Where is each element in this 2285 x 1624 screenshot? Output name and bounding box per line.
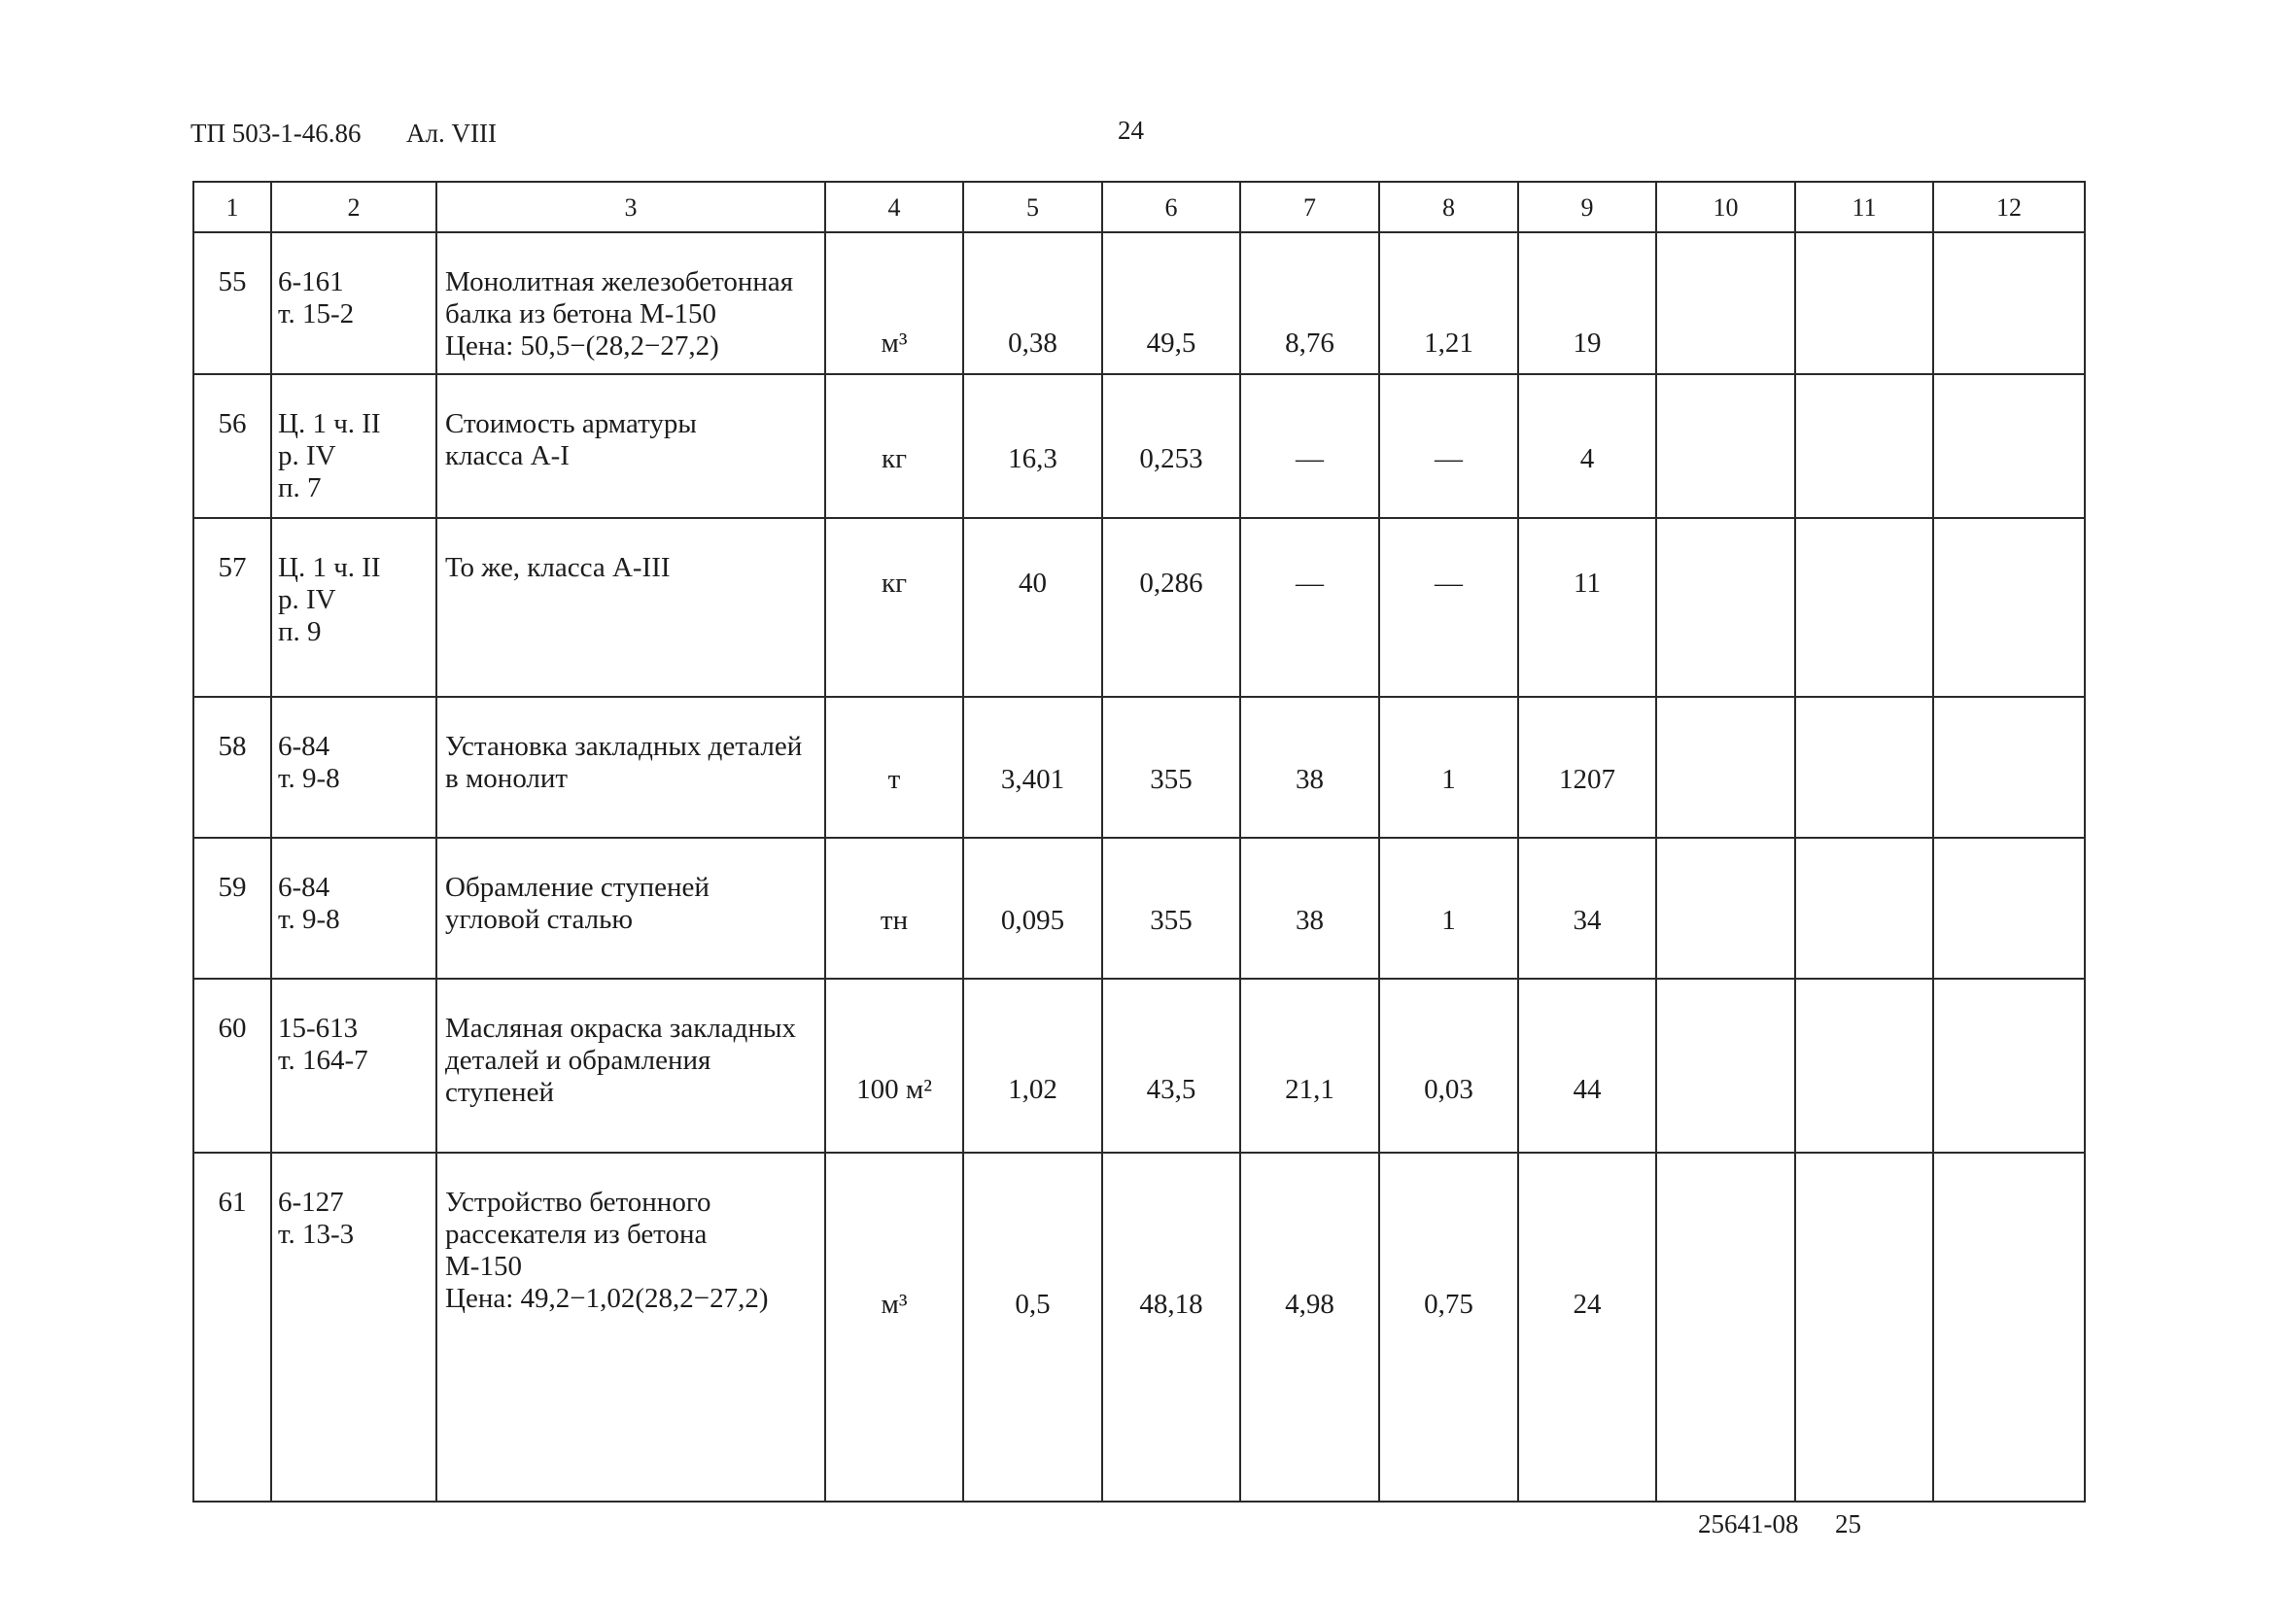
rate-code: Ц. 1 ч. II р. IV п. 9 [278,552,381,648]
footer-page-number: 25 [1835,1509,1861,1538]
total-cell: 4 [1579,443,1595,475]
value-cell: 4,98 [1285,1289,1334,1321]
empty-cell [1656,697,1795,838]
table-row [193,979,2085,1153]
estimate-table [192,181,2086,1503]
row-number: 61 [218,1187,247,1219]
column-header: 4 [825,182,963,232]
value-cell: 1 [1441,905,1456,937]
empty-cell [1656,374,1795,518]
quantity-cell: 0,095 [1000,905,1065,937]
quantity-cell: 40 [1019,568,1047,600]
row-number: 57 [218,552,247,584]
empty-cell [1656,518,1795,697]
unit-price-cell: 49,5 [1146,328,1196,359]
unit-cell: кг [882,568,907,600]
row-number: 59 [218,872,247,904]
table-row [193,518,2085,697]
empty-cell [1656,232,1795,374]
rate-code: Ц. 1 ч. II р. IV п. 7 [278,408,381,504]
unit-price-cell: 0,253 [1139,443,1203,475]
empty-cell [1795,232,1933,374]
table-row [193,232,2085,374]
table-row [193,1153,2085,1502]
empty-cell [1795,518,1933,697]
work-description: Монолитная железобетонная балка из бетона М-150 Цена: 50,5−(28,2−27,2) [445,266,794,362]
empty-cell [1795,374,1933,518]
column-header: 6 [1102,182,1240,232]
quantity-cell: 3,401 [1000,763,1065,795]
empty-cell [1933,518,2085,697]
row-number: 58 [218,730,247,762]
unit-cell: т [887,763,901,795]
empty-cell [1933,232,2085,374]
empty-cell [1795,838,1933,979]
value-cell: — [1296,568,1324,600]
empty-cell [1933,979,2085,1153]
empty-cell [1795,697,1933,838]
table-row [193,697,2085,838]
work-description: То же, класса А-III [445,552,671,584]
row-number: 56 [218,408,247,440]
rate-code: 6-127 т. 13-3 [278,1187,355,1251]
empty-cell [1933,697,2085,838]
column-header-row [193,182,2085,232]
column-header: 12 [1933,182,2085,232]
rate-code: 6-84 т. 9-8 [278,872,340,936]
value-cell: 0,03 [1424,1074,1473,1106]
total-cell: 11 [1574,568,1601,600]
work-description: Масляная окраска закладных деталей и обрамления ступеней [445,1013,796,1109]
rate-code: 6-84 т. 9-8 [278,730,340,794]
column-header: 1 [193,182,271,232]
unit-price-cell: 48,18 [1139,1289,1203,1321]
work-description: Устройство бетонного рассекателя из бетона М-150 Цена: 49,2−1,02(28,2−27,2) [445,1187,769,1315]
column-header: 7 [1240,182,1379,232]
album-number: Ал. VIII [406,119,497,148]
value-cell: — [1296,443,1324,475]
work-description: Установка закладных деталей в монолит [445,730,803,794]
quantity-cell: 1,02 [1008,1074,1057,1106]
unit-price-cell: 355 [1150,763,1193,795]
column-header: 8 [1379,182,1518,232]
value-cell: — [1435,443,1463,475]
empty-cell [1656,1153,1795,1502]
unit-cell: тн [880,905,909,937]
unit-price-cell: 0,286 [1139,568,1203,600]
empty-cell [1656,838,1795,979]
page-number: 24 [1118,116,1144,145]
value-cell: — [1435,568,1463,600]
empty-cell [1933,1153,2085,1502]
quantity-cell: 0,38 [1008,328,1057,359]
total-cell: 44 [1573,1074,1602,1106]
total-cell: 19 [1573,328,1602,359]
unit-cell: 100 м² [856,1074,932,1106]
unit-cell: м³ [881,328,908,359]
empty-cell [1933,838,2085,979]
unit-cell: м³ [881,1289,908,1321]
value-cell: 8,76 [1285,328,1334,359]
total-cell: 1207 [1559,763,1615,795]
table-row [193,838,2085,979]
unit-price-cell: 43,5 [1146,1074,1196,1106]
row-number: 60 [218,1013,247,1045]
empty-cell [1933,374,2085,518]
value-cell: 1,21 [1424,328,1473,359]
footer-code: 25641-08 [1698,1509,1799,1538]
row-number: 55 [218,266,247,297]
column-header: 2 [271,182,436,232]
value-cell: 1 [1441,763,1456,795]
value-cell: 38 [1296,905,1324,937]
work-description: Обрамление ступеней угловой сталью [445,872,710,936]
empty-cell [1795,1153,1933,1502]
column-header: 11 [1795,182,1933,232]
quantity-cell: 16,3 [1008,443,1057,475]
value-cell: 38 [1296,763,1324,795]
empty-cell [1656,979,1795,1153]
column-header: 3 [436,182,825,232]
work-description: Стоимость арматуры класса А-I [445,408,697,472]
total-cell: 34 [1573,905,1602,937]
quantity-cell: 0,5 [1015,1289,1051,1321]
rate-code: 6-161 т. 15-2 [278,266,355,329]
rate-code: 15-613 т. 164-7 [278,1013,368,1077]
empty-cell [1795,979,1933,1153]
total-cell: 24 [1573,1289,1602,1321]
unit-cell: кг [882,443,907,475]
unit-price-cell: 355 [1150,905,1193,937]
column-header: 9 [1518,182,1656,232]
value-cell: 0,75 [1424,1289,1473,1321]
table-row [193,374,2085,518]
column-header: 10 [1656,182,1795,232]
value-cell: 21,1 [1285,1074,1334,1106]
document-code: ТП 503-1-46.86 [190,119,362,148]
column-header: 5 [963,182,1102,232]
